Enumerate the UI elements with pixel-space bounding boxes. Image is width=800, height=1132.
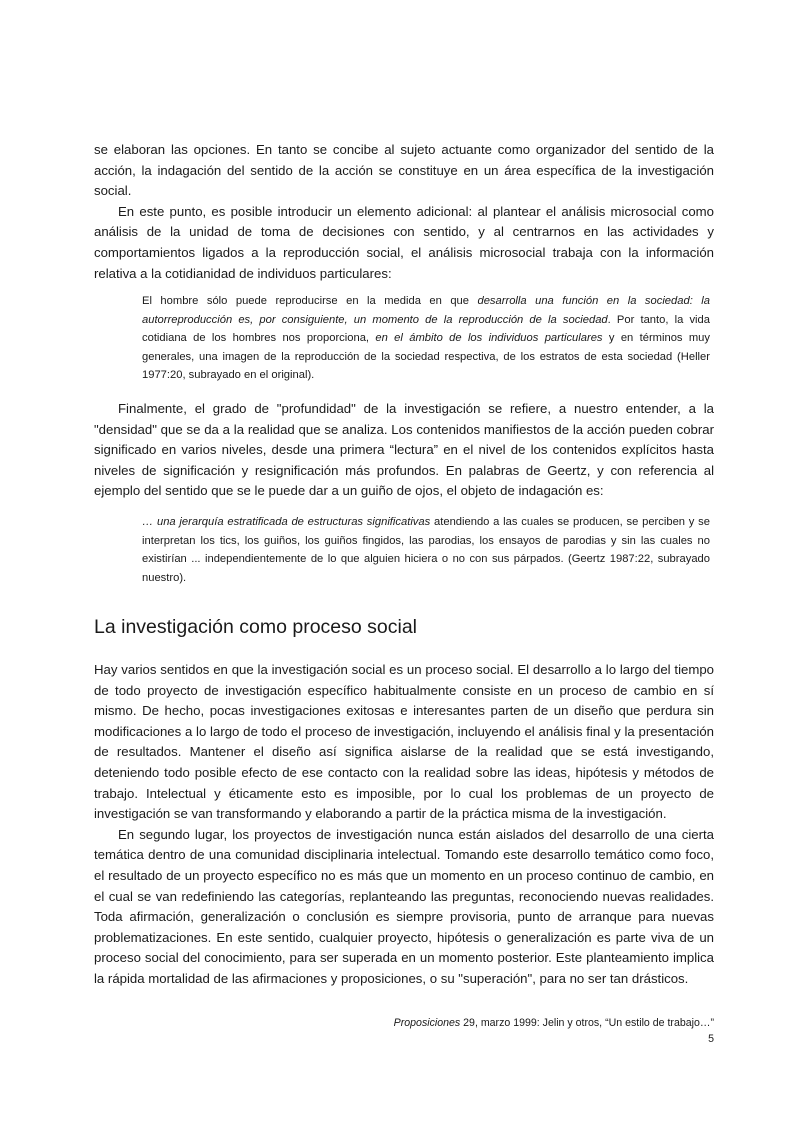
footer-citation: 29, marzo 1999: Jelin y otros, “Un estilo de trabajo…” xyxy=(460,1017,714,1029)
block-quote-heller xyxy=(142,292,710,385)
quote-text-run: atendiendo a las cuales se producen, se perciben y se interpretan los tics, los guiños, los guiños fingidos, las parodias, los ensayos de parodias y sin las cuales no existirían ... independientemente de lo que alguien hiciera o no con sus párpados. (Geertz 1987:22, subrayado nuestro). xyxy=(142,516,711,584)
quote-text xyxy=(142,513,710,587)
quote-text-run: . Por tanto, la vida cotidiana de los hombres nos proporciona, xyxy=(142,313,710,344)
section-heading: La investigación como proceso social xyxy=(94,616,418,638)
body-block-1 xyxy=(94,140,714,284)
block-quote-geertz xyxy=(142,513,710,587)
paragraph: En segundo lugar, los proyectos de investigación nunca están aislados del desarrollo de una cierta temática dentro de una comunidad disciplinaria intelectual. Tomando este desarrollo temático como foco, el resultado de un proyecto específico no es más que un momento en un proceso continuo de cambio, en el cual se van redefiniendo las categorías, replanteando las preguntas, reconociendo nuevas realidades. Toda afirmación, generalización o conclusión es siempre provisoria, punto de arranque para nuevas problematizaciones. En este sentido, cualquier proyecto, hipótesis o generalización es parte viva de un proceso social del conocimiento, para ser superada en un momento posterior. Este planteamiento implica la rápida mortalidad de las afirmaciones y proposiciones, o su "superación", para no ser tan drásticos. xyxy=(94,826,714,986)
body-block-2 xyxy=(94,399,714,502)
quote-text-run: El hombre sólo puede reproducirse en la medida en que xyxy=(142,295,478,307)
quote-emphasis: … una jerarquía estratificada de estructuras significativas xyxy=(142,516,431,528)
page-number: 5 xyxy=(708,1033,714,1045)
quote-text-run: y en términos muy generales, una imagen de la reproducción de la sociedad respectiva, de los estratos de esta sociedad (Heller 1977:20, subrayado en el original). xyxy=(142,332,710,381)
paragraph: Hay varios sentidos en que la investigación social es un proceso social. El desarrollo a lo largo del tiempo de todo proyecto de investigación específico habitualmente consiste en un proceso de cambio en sí mismo. De hecho, pocas investigaciones exitosas e interesantes parten de un diseño que perdura sin modificaciones a lo largo de todo el proceso de investigación, incluyendo el análisis final y la presentación de resultados. Mantener el diseño así significa aislarse de la realidad que se está investigando, deteniendo todo posible efecto de ese contacto con la realidad sobre las ideas, hipótesis y métodos de trabajo. Intelectual y éticamente esto es imposible, por lo cual los problemas de un proyecto de investigación se van transformando y elaborando a partir de la práctica misma de la investigación. xyxy=(94,662,714,822)
paragraph: se elaboran las opciones. En tanto se concibe al sujeto actuante como organizador del sentido de la acción, la indagación del sentido de la acción se constituye en un área específica de la investigación social. xyxy=(94,142,714,199)
paragraph: Finalmente, el grado de "profundidad" de la investigación se refiere, a nuestro entender, a la "densidad" que se da a la realidad que se analiza. Los contenidos manifiestos de la acción pueden cobrar significado en varios niveles, desde una primera “lectura” en el nivel de los contenidos explícitos hasta niveles de significación y resignificación más profundos. En palabras de Geertz, y con referencia al ejemplo del sentido que se le puede dar a un guiño de ojos, el objeto de indagación es: xyxy=(94,401,714,499)
body-block-3 xyxy=(94,660,714,990)
quote-emphasis: desarrolla una función en la sociedad: la autorreproducción es, por consiguiente, un momento de la reproducción de la sociedad xyxy=(142,295,710,326)
footer-journal: Proposiciones xyxy=(393,1017,461,1029)
quote-emphasis: en el ámbito de los individuos particulares xyxy=(375,332,603,344)
quote-text xyxy=(142,292,710,385)
page-footer xyxy=(374,1015,714,1047)
paragraph: En este punto, es posible introducir un elemento adicional: al plantear el análisis microsocial como análisis de la unidad de toma de decisiones con sentido, y al centrarnos en las actividades y comportamientos ligados a la reproducción social, el análisis microsocial trabaja con la información relativa a la cotidianidad de individuos particulares: xyxy=(94,203,714,281)
